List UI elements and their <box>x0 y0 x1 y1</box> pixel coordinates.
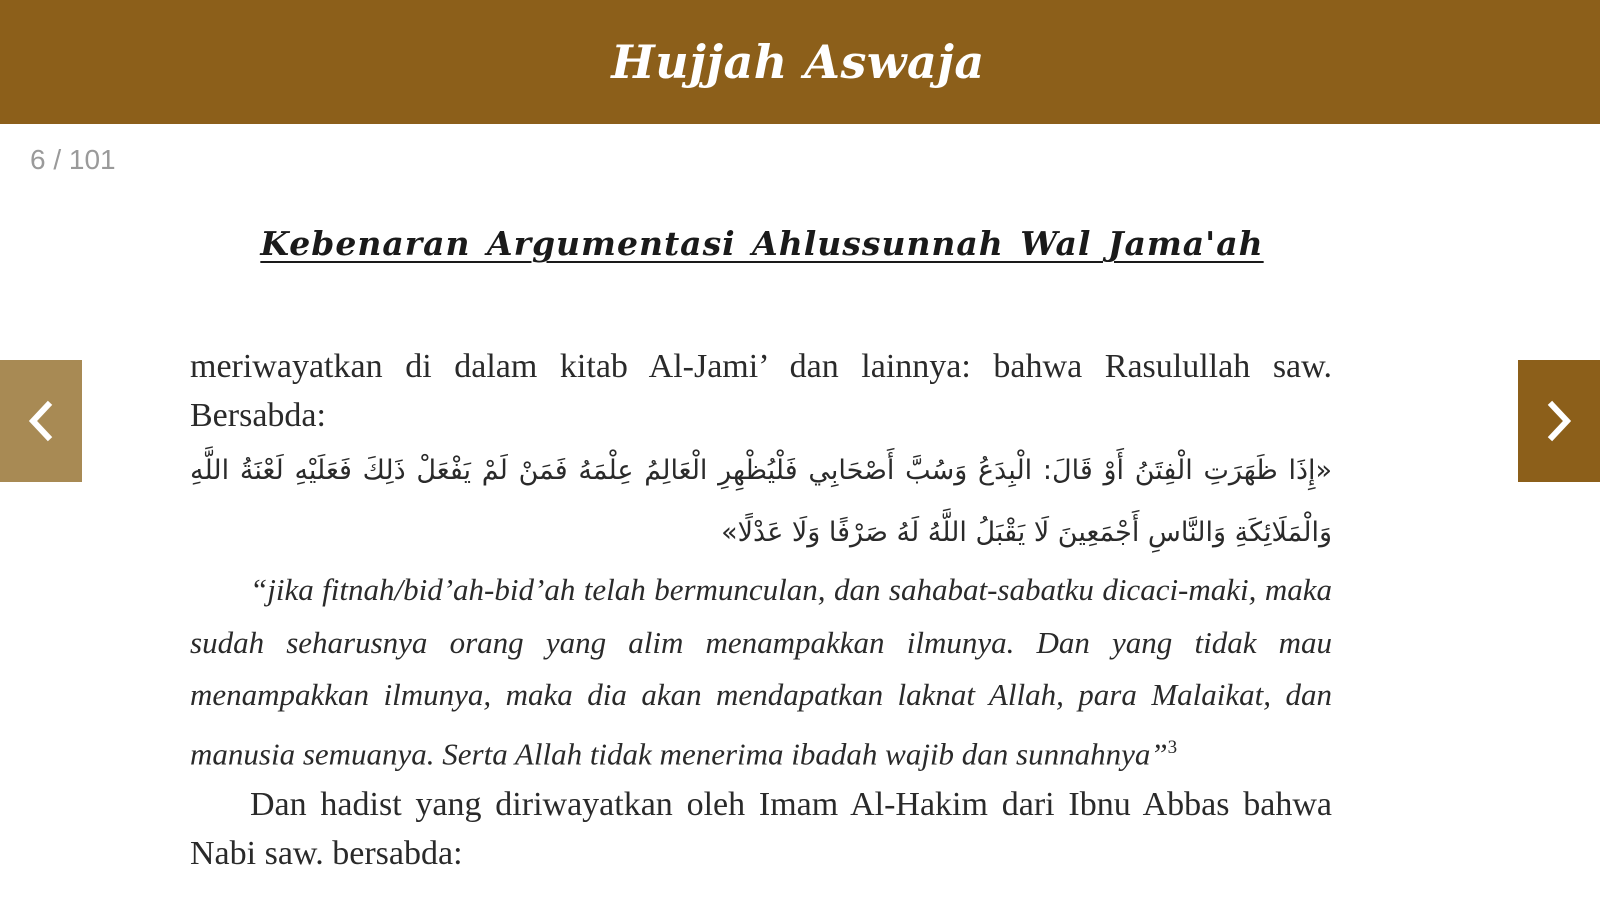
paragraph-hadith-intro: Dan hadist yang diriwayatkan oleh Imam Al-Hakim dari Ibnu Abbas bahwa Nabi saw. bersabda: <box>190 786 1332 873</box>
page-counter: 6 / 101 <box>30 144 116 175</box>
next-page-button[interactable] <box>1518 360 1600 482</box>
chevron-left-icon <box>24 399 58 443</box>
arabic-hadith: «إِذَا ظَهَرَتِ الْفِتَنُ أَوْ قَالَ: الْبِدَعُ وَسُبَّ أَصْحَابِي فَلْيُظْهِرِ الْعَالِمُ عِلْمَهُ فَمَنْ لَمْ يَفْعَلْ ذَلِكَ فَعَلَيْهِ لَعْنَةُ اللَّهِ وَالْمَلَائِكَةِ وَالنَّاسِ أَجْمَعِينَ لَا يَقْبَلُ اللَّهُ لَهُ صَرْفًا وَلَا عَدْلًا» <box>190 455 1332 548</box>
chevron-right-icon <box>1542 399 1576 443</box>
book-page <box>0 200 1600 900</box>
footnote-marker[interactable]: 3 <box>1167 736 1178 758</box>
paragraph-intro: meriwayatkan di dalam kitab Al-Jami’ dan lainnya: bahwa Rasulullah saw. Bersabda: <box>190 348 1332 434</box>
app-bar <box>0 0 1600 124</box>
chapter-title: Kebenaran Argumentasi Ahlussunnah Wal Jama'ah <box>260 224 1264 263</box>
translation-quote <box>190 564 1332 780</box>
page-text <box>190 342 1332 878</box>
app-title: Hujjah Aswaja <box>611 35 985 89</box>
translation-quote-text: “jika fitnah/bid’ah-bid’ah telah bermunculan, dan sahabat-sabatku dicaci-maki, maka sudah seharusnya orang yang alim menampakkan ilmunya. Dan yang tidak mau menampakkan ilmunya, maka dia akan mendapatkan laknat Allah, para Malaikat, dan manusia semuanya. Serta Allah tidak menerima ibadah wajib dan sunnahnya” <box>190 572 1332 771</box>
previous-page-button[interactable] <box>0 360 82 482</box>
